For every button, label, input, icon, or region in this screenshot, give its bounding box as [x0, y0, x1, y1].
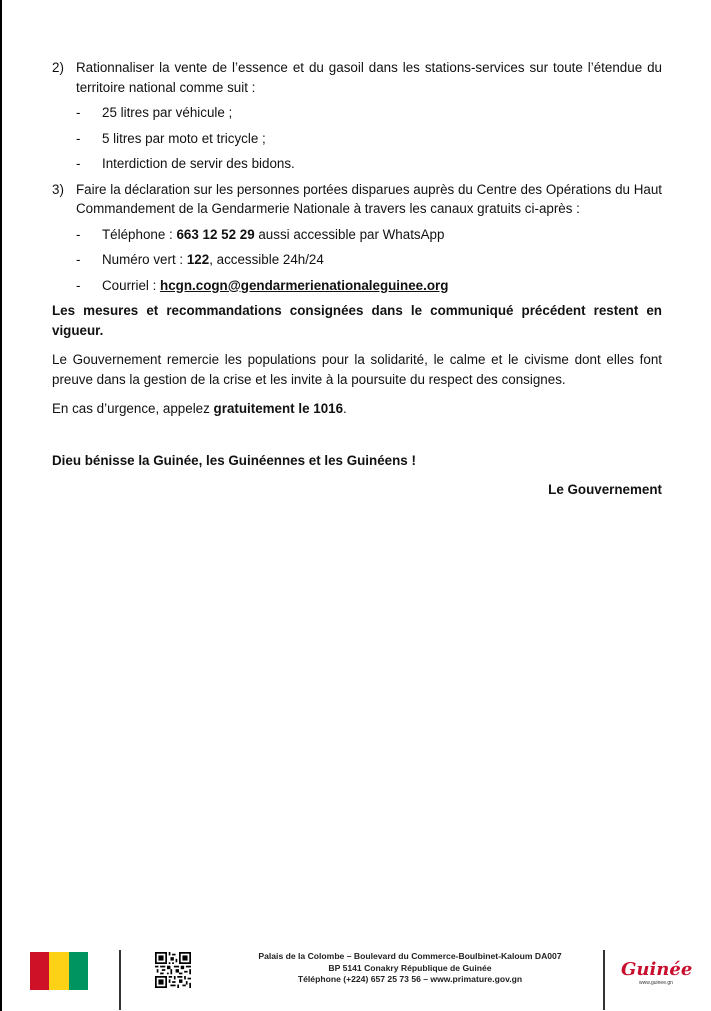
thanks-paragraph: Le Gouvernement remercie les populations pour la solidarité, le calme et le civisme dont elles font preuve dans la gestion de la crise et les invite à la poursuite du respect des consignes. — [52, 352, 662, 387]
item-2-bullets — [52, 103, 662, 174]
item-3 — [52, 180, 662, 219]
guinea-flag-icon — [30, 952, 88, 990]
green-number-contact: - Numéro vert : 122, accessible 24h/24 — [76, 252, 324, 267]
emergency-number: gratuitement le 1016 — [213, 401, 344, 416]
item-2-number: 2) — [52, 60, 64, 75]
green-number: 122 — [186, 252, 210, 267]
email-contact: - Courriel : hcgn.cogn@gendarmerienationaleguinee.org — [76, 277, 449, 293]
guinee-logo: Guinée www.guinee.gn — [621, 959, 693, 986]
phone-contact: - Téléphone : 663 12 52 29 aussi accessible par WhatsApp — [76, 226, 445, 242]
list-item: - 25 litres par véhicule ; — [76, 105, 233, 120]
item-2 — [52, 58, 662, 97]
qr-code-icon — [155, 952, 191, 988]
signature: Le Gouvernement — [548, 482, 662, 497]
item-3-bullets — [52, 225, 662, 296]
item-2-text: Rationnaliser la vente de l’essence et du gasoil dans les stations-services sur toute l’étendue du territoire national comme suit : — [76, 60, 662, 95]
measures-note: Les mesures et recommandations consignées dans le communiqué précédent restent en vigueur. — [52, 303, 662, 338]
footer-address: Palais de la Colombe – Boulevard du Commerce-Boulbinet-Kaloum DA007 BP 5141 Conakry République de Guinée Téléphone (+224) 657 25 73 56 – www.primature.gov.gn — [258, 951, 562, 984]
document-body — [52, 58, 662, 500]
page-footer — [0, 944, 711, 1011]
footer-divider — [603, 950, 605, 1010]
emergency-paragraph: En cas d’urgence, appelez gratuitement le 1016. — [52, 401, 347, 416]
list-item: - Interdiction de servir des bidons. — [76, 156, 295, 171]
item-3-number: 3) — [52, 181, 64, 197]
phone-number: 663 12 52 29 — [176, 226, 255, 242]
list-item: - 5 litres par moto et tricycle ; — [76, 130, 266, 146]
email-link[interactable]: hcgn.cogn@gendarmerienationaleguinee.org — [160, 277, 449, 293]
page-left-edge — [0, 0, 2, 1011]
item-3-text: Faire la déclaration sur les personnes portées disparues auprès du Centre des Opérations du Haut Commandement de la Gendarmerie Nationale à travers les canaux gratuits ci-après : — [76, 181, 662, 216]
footer-divider — [119, 950, 121, 1010]
closing-blessing: Dieu bénisse la Guinée, les Guinéennes et les Guinéens ! — [52, 452, 416, 468]
